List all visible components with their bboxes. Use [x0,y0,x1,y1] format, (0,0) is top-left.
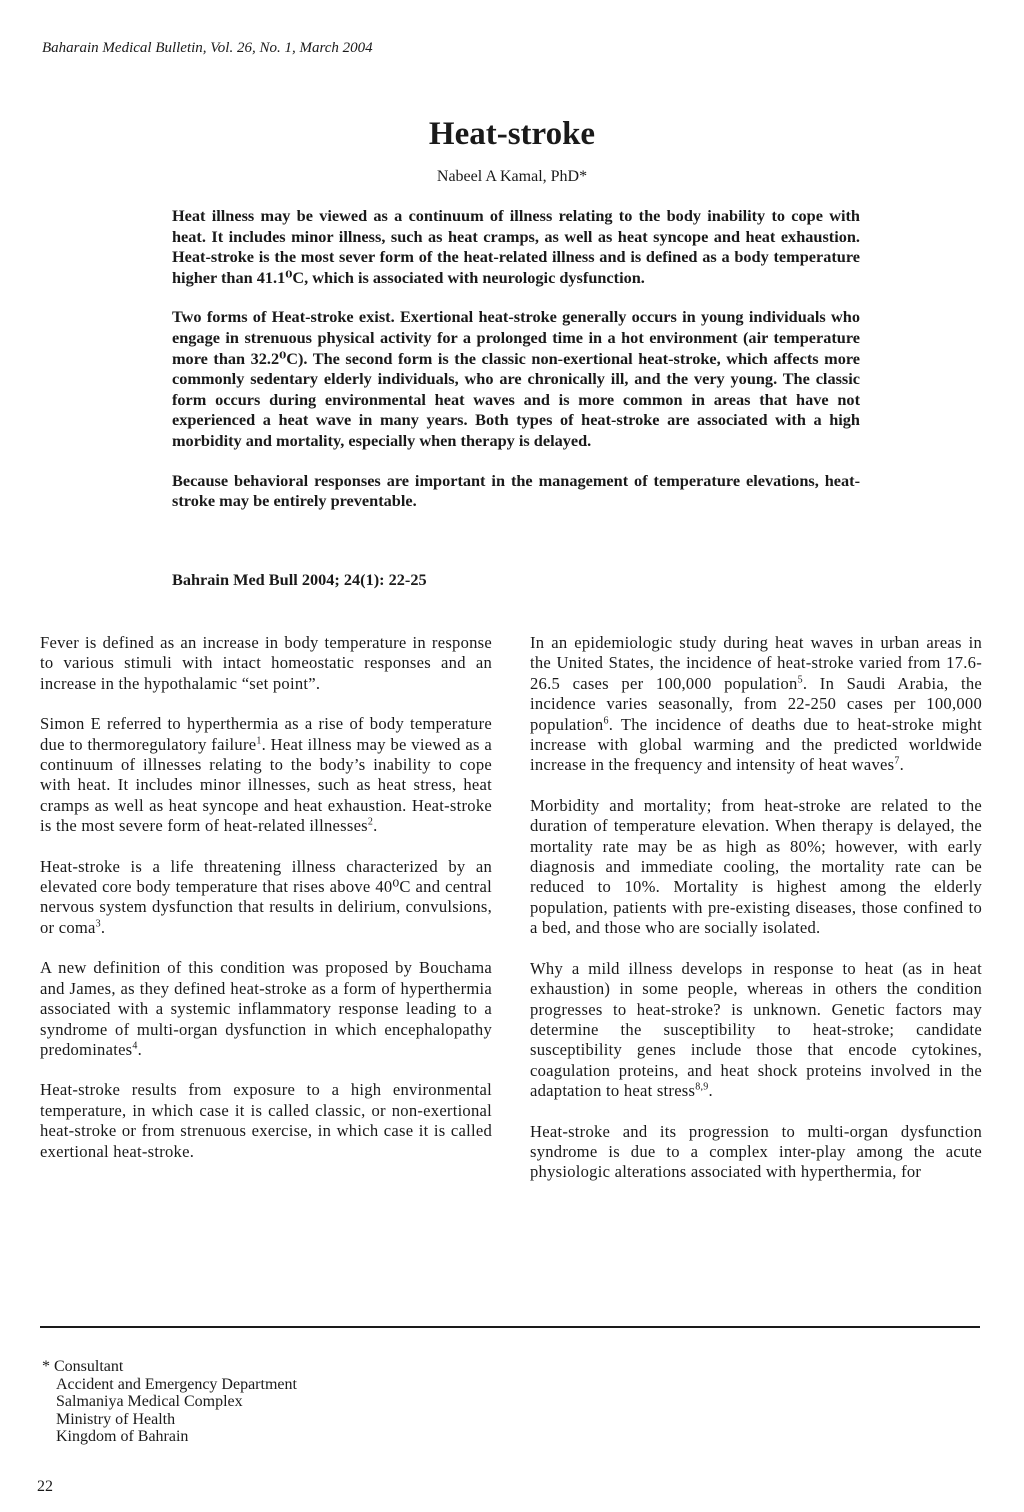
reference-marker: 7 [894,755,900,767]
reference-marker: 8,9 [695,1081,709,1093]
page-number: 22 [37,1478,53,1495]
footnote-line: Kingdom of Bahrain [56,1428,189,1446]
body-paragraph: Why a mild illness develops in response to heat (as in heat exhaustion) in some people, whereas in others the condition progresses to heat-stroke? is unknown. Genetic factors may determine the susceptibility to heat-stroke; candidate susceptibility genes include those that encode cytokines, coagulation proteins, and heat shock proteins involved in the adaptation to heat stress$^{8,9}$. [530,958,982,1101]
abstract-paragraph: Two forms of Heat-stroke exist. Exertional heat-stroke generally occurs in young individuals who engage in strenuous physical activity for a prolonged time in a hot environment (air temperature more than 32.2⁰C). The second form is the classic non-exertional heat-stroke, which affects more commonly sedentary elderly individuals, who are chronically ill, and the very young. The classic form occurs during environmental heat waves and is more common in areas that have not experienced a heat wave in many years. Both types of heat-stroke are associated with a high morbidity and mortality, especially when therapy is delayed. [172,307,860,450]
body-paragraph: Morbidity and mortality; from heat-stroke are related to the duration of temperature elevation. When therapy is delayed, the mortality rate may be as high as 80%; however, with early diagnosis and immediate cooling, the mortality rate can be reduced to 10%. Mortality is highest among the elderly population, patients with pre-existing diseases, those confined to a bed, and those who are socially isolated. [530,795,982,938]
body-column-left [40,633,492,1182]
body-paragraph: Simon E referred to hyperthermia as a rise of body temperature due to thermoregulatory failure$^1$. Heat illness may be viewed as a continuum of illnesses relating to the body’s inability to cope with heat. It includes minor illnesses, such as heat stress, heat cramps as well as heat syncope and heat exhaustion. Heat-stroke is the most severe form of heat-related illnesses$^2$. [40,714,492,836]
reference-marker: 5 [797,674,803,686]
citation: Bahrain Med Bull 2004; 24(1): 22-25 [172,570,427,589]
reference-marker: 3 [95,918,101,930]
body-paragraph: A new definition of this condition was proposed by Bouchama and James, as they defined heat-stroke as a form of hyperthermia associated with a systemic inflammatory response leading to a syndrome of multi-organ dysfunction in which encephalopathy predominates$^4$. [40,958,492,1059]
reference-marker: 6 [603,715,609,727]
journal-header: Baharain Medical Bulletin, Vol. 26, No. 1, March 2004 [42,40,373,56]
abstract-paragraph: Heat illness may be viewed as a continuum of illness relating to the body inability to cope with heat. It includes minor illness, such as heat cramps, as well as heat syncope and heat exhaustion. Heat-stroke is the most sever form of the heat-related illness and is defined as a body temperature higher than 41.1⁰C, which is associated with neurologic dysfunction. [172,206,860,287]
body-paragraph: Heat-stroke is a life threatening illness characterized by an elevated core body temperature that rises above 40⁰C and central nervous system dysfunction that results in delirium, convulsions, or coma$^3$. [40,856,492,937]
reference-marker: 2 [367,816,374,828]
body-paragraph: Fever is defined as an increase in body temperature in response to various stimuli with intact homeostatic responses and an increase in the hypothalamic “set point”. [40,633,492,693]
footnote-line: Salmaniya Medical Complex [56,1393,243,1411]
affiliation-footnote [42,1358,297,1446]
reference-marker: 1 [256,735,262,747]
footnote-line: Ministry of Health [56,1410,176,1428]
abstract [172,206,860,531]
body-column-right [530,633,982,1203]
abstract-paragraph: Because behavioral responses are important in the management of temperature elevations, heat-stroke may be entirely preventable. [172,470,860,511]
article-title: Heat-stroke [428,116,596,152]
footnote-divider [40,1326,980,1328]
footnote-line: * Consultant [42,1358,124,1375]
body-paragraph: Heat-stroke results from exposure to a high environmental temperature, in which case it is called classic, or non-exertional heat-stroke or from strenuous exercise, in which case it is called exertional heat-stroke. [40,1080,492,1161]
body-paragraph: In an epidemiologic study during heat waves in urban areas in the United States, the incidence of heat-stroke varied from 17.6-26.5 cases per 100,000 population$^5$. In Saudi Arabia, the incidence varies seasonally, from 22-250 cases per 100,000 population$^6$. The incidence of deaths due to heat-stroke might increase with global warming and the predicted worldwide increase in the frequency and intensity of heat waves$^7$. [530,633,982,775]
body-paragraph: Heat-stroke and its progression to multi-organ dysfunction syndrome is due to a complex inter-play among the acute physiologic alterations associated with hyperthermia, for [530,1121,982,1182]
author-line: Nabeel A Kamal, PhD* [436,168,588,185]
footnote-line: Accident and Emergency Department [56,1375,297,1393]
reference-marker: 4 [132,1040,138,1052]
